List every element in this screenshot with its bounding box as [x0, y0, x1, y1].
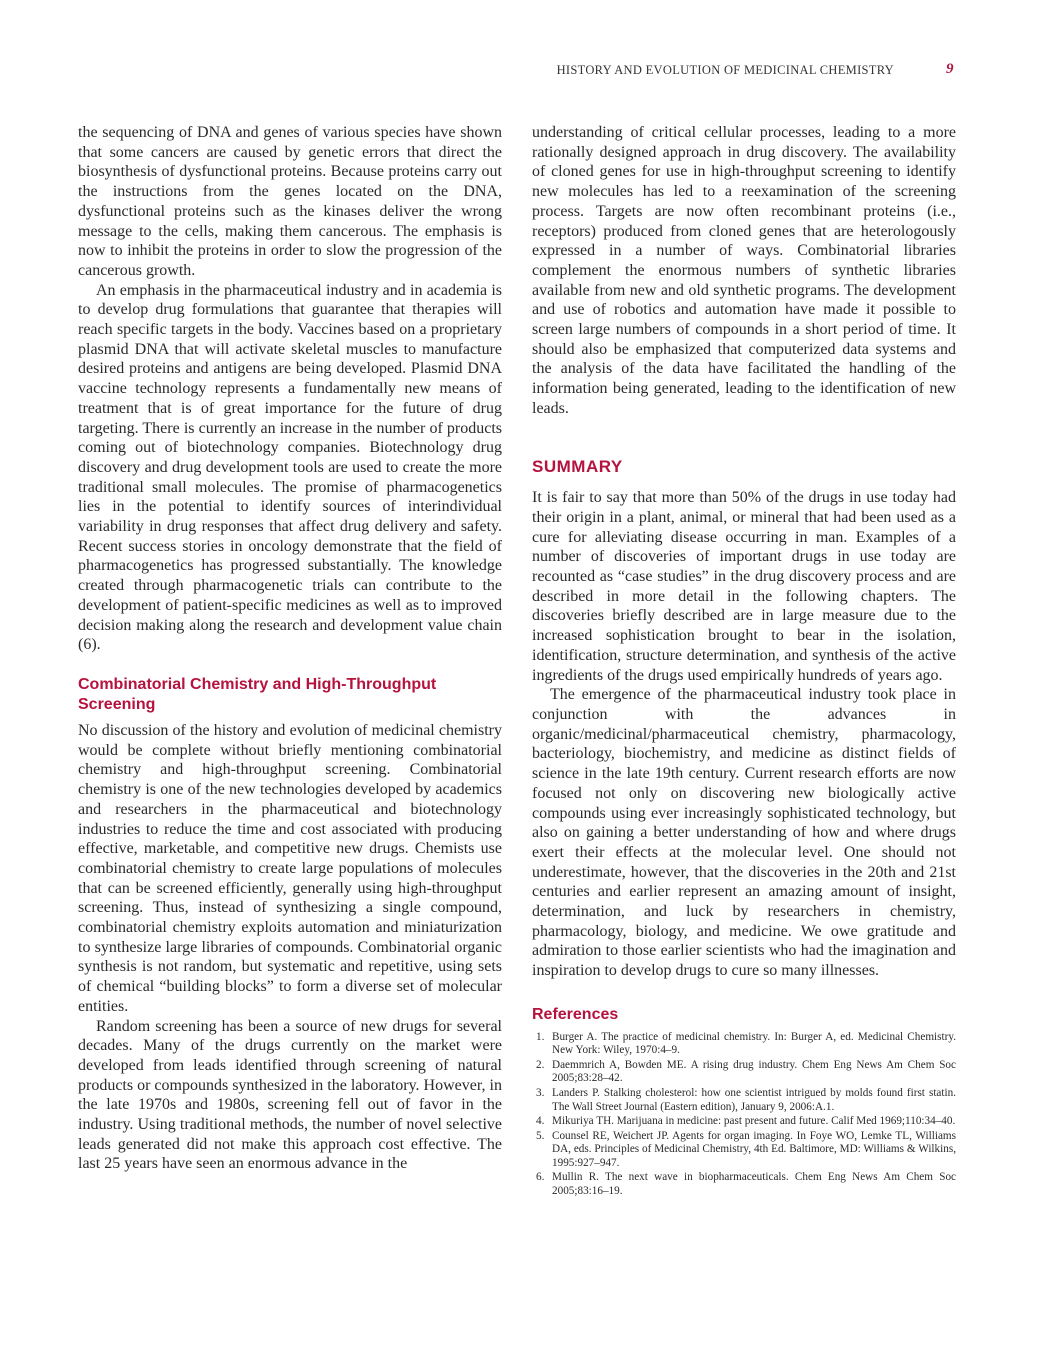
section-heading-combinatorial: Combinatorial Chemistry and High-Throughput Screening: [78, 675, 437, 713]
reference-text: Counsel RE, Weichert JP. Agents for organ imaging. In Foye WO, Lemke TL, Williams DA, eds. Principles of Medicinal Chemistry, 4th Ed. Baltimore, MD: Williams & Wilkins, 1995:927–947.: [552, 1129, 956, 1169]
reference-item: 3. Landers P. Stalking cholesterol: how one scientist intrigued by molds found first statin. The Wall Street Journal (Eastern edition), January 9, 2006:A.1.: [536, 1086, 956, 1113]
section-heading-references: References: [532, 1005, 619, 1023]
body-paragraph: It is fair to say that more than 50% of the drugs in use today had their origin in a plant, animal, or mineral that had been used as a cure for alleviating disease occurring in man. Examples of a number of discoveries of important drugs in use today are recounted as “case studies” in the drug discovery process and are described in more detail in the following chapters. The discoveries briefly described are in large measure due to the increased sophistication brought to bear in the isolation, identification, structure determination, and synthesis of the active ingredients of the drugs used empirically hundreds of years ago.: [532, 489, 956, 684]
page-number: 9: [946, 61, 954, 77]
body-paragraph: The emergence of the pharmaceutical industry took place in conjunction with the advances in organic/medicinal/pharmaceutical chemistry, pharmacology, bacteriology, biochemistry, and medicine as distinct fields of science in the late 19th century. Current research efforts are now focused not only on discovering new biologically active compounds using ever increasingly sophisticated technology, but also on gaining a better understanding of how and where drugs exert their effects at the molecular level. One should not underestimate, however, that the discoveries in the 20th and 21st centuries and earlier represent an amazing amount of insight, determination, and luck by researchers in chemistry, pharmacology, biology, and medicine. We owe gratitude and admiration to those earlier scientists who had the imagination and inspiration to develop drugs to cure so many illnesses.: [532, 686, 956, 980]
reference-item: 1. Burger A. The practice of medicinal chemistry. In: Burger A, ed. Medicinal Chemistry. New York: Wiley, 1970:4–9.: [536, 1030, 956, 1057]
body-paragraph: An emphasis in the pharmaceutical industry and in academia is to develop drug formulations that guarantee that therapies will reach specific targets in the body. Vaccines based on a proprietary plasmid DNA that will activate skeletal muscles to manufacture desired proteins and antigens are being developed. Plasmid DNA vaccine technology represents a fundamentally new means of treatment that is of great importance for the future of drug targeting. There is currently an increase in the number of products coming out of biotechnology companies. Biotechnology drug discovery and drug development tools are used to create the more traditional small molecules. The promise of pharmacogenetics lies in the potential to identify sources of interindividual variability in drug responses that affect drug delivery and safety. Recent success stories in oncology demonstrate that the field of pharmacogenetics has progressed substantially. The knowledge created through pharmacogenetic trials can contribute to the development of patient-specific medicines as well as to improved decision making along the research and development value chain (6).: [78, 281, 502, 654]
reference-text: Mullin R. The next wave in biopharmaceuticals. Chem Eng News Am Chem Soc 2005;83:16–19.: [552, 1171, 956, 1198]
reference-text: Landers P. Stalking cholesterol: how one scientist intrigued by molds found first statin. The Wall Street Journal (Eastern edition), January 9, 2006:A.1.: [552, 1086, 956, 1113]
left-column: [78, 123, 502, 1174]
body-paragraph: No discussion of the history and evolution of medicinal chemistry would be complete without briefly mentioning combinatorial chemistry and high-throughput screening. Combinatorial chemistry is one of the new technologies developed by academics and researchers in the pharmaceutical and biotechnology industries to reduce the time and cost associated with producing effective, marketable, and competitive new drugs. Chemists use combinatorial chemistry to create large populations of molecules that can be screened efficiently, generally using high-throughput screening. Thus, instead of synthesizing a single compound, combinatorial chemistry exploits automation and miniaturization to synthesize large libraries of compounds. Combinatorial organic synthesis is not random, but systematic and repetitive, using sets of chemical “building blocks” to form a diverse set of molecular entities.: [78, 721, 502, 1015]
running-title: HISTORY AND EVOLUTION OF MEDICINAL CHEMISTRY: [556, 63, 894, 77]
running-header: [0, 63, 1037, 83]
right-column: [532, 123, 956, 1200]
reference-list: [532, 1031, 956, 1199]
body-paragraph: understanding of critical cellular processes, leading to a more rationally designed approach in drug discovery. The availability of cloned genes for use in high-throughput screening to identify new molecules has led to a reexamination of the screening process. Targets are now often recombinant proteins (i.e., receptors) produced from cloned genes that are heterologously expressed in a number of ways. Combinatorial libraries complement the enormous numbers of synthetic libraries available from new and old synthetic programs. The development and use of robotics and automation have made it possible to screen large numbers of compounds in a short period of time. It should also be emphasized that computerized data systems and the analysis of the data have facilitated the handling of the information being generated, leading to the identification of new leads.: [532, 124, 956, 417]
reference-text: Burger A. The practice of medicinal chemistry. In: Burger A, ed. Medicinal Chemistry. New York: Wiley, 1970:4–9.: [552, 1030, 956, 1057]
reference-item: 6. Mullin R. The next wave in biopharmaceuticals. Chem Eng News Am Chem Soc 2005;83:16–19.: [536, 1171, 956, 1198]
reference-text: Mikuriya TH. Marijuana in medicine: past present and future. Calif Med 1969;110:34–40.: [552, 1115, 956, 1128]
body-paragraph: the sequencing of DNA and genes of various species have shown that some cancers are caused by genetic errors that direct the biosynthesis of dysfunctional proteins. Because proteins carry out the instructions from the genes located on the DNA, dysfunctional proteins such as the kinases deliver the wrong message to the cells, making them cancerous. The emphasis is now to inhibit the proteins in order to slow the progression of the cancerous growth.: [78, 124, 502, 279]
reference-item: 4. Mikuriya TH. Marijuana in medicine: past present and future. Calif Med 1969;110:34–40.: [536, 1115, 956, 1128]
reference-item: 5. Counsel RE, Weichert JP. Agents for organ imaging. In Foye WO, Lemke TL, Williams DA, eds. Principles of Medicinal Chemistry, 4th Ed. Baltimore, MD: Williams & Wilkins, 1995:927–947.: [536, 1129, 956, 1169]
section-heading-summary: SUMMARY: [532, 456, 623, 476]
reference-item: 2. Daemmrich A, Bowden ME. A rising drug industry. Chem Eng News Am Chem Soc 2005;83:28–42.: [536, 1058, 956, 1085]
reference-text: Daemmrich A, Bowden ME. A rising drug industry. Chem Eng News Am Chem Soc 2005;83:28–42.: [552, 1058, 956, 1085]
body-paragraph: Random screening has been a source of new drugs for several decades. Many of the drugs currently on the market were developed from leads identified through screening of natural products or compounds synthesized in the laboratory. However, in the late 1970s and 1980s, screening fell out of favor in the industry. Using traditional methods, the number of novel selective leads generated did not make this approach cost effective. The last 25 years have seen an enormous advance in the: [78, 1017, 502, 1173]
